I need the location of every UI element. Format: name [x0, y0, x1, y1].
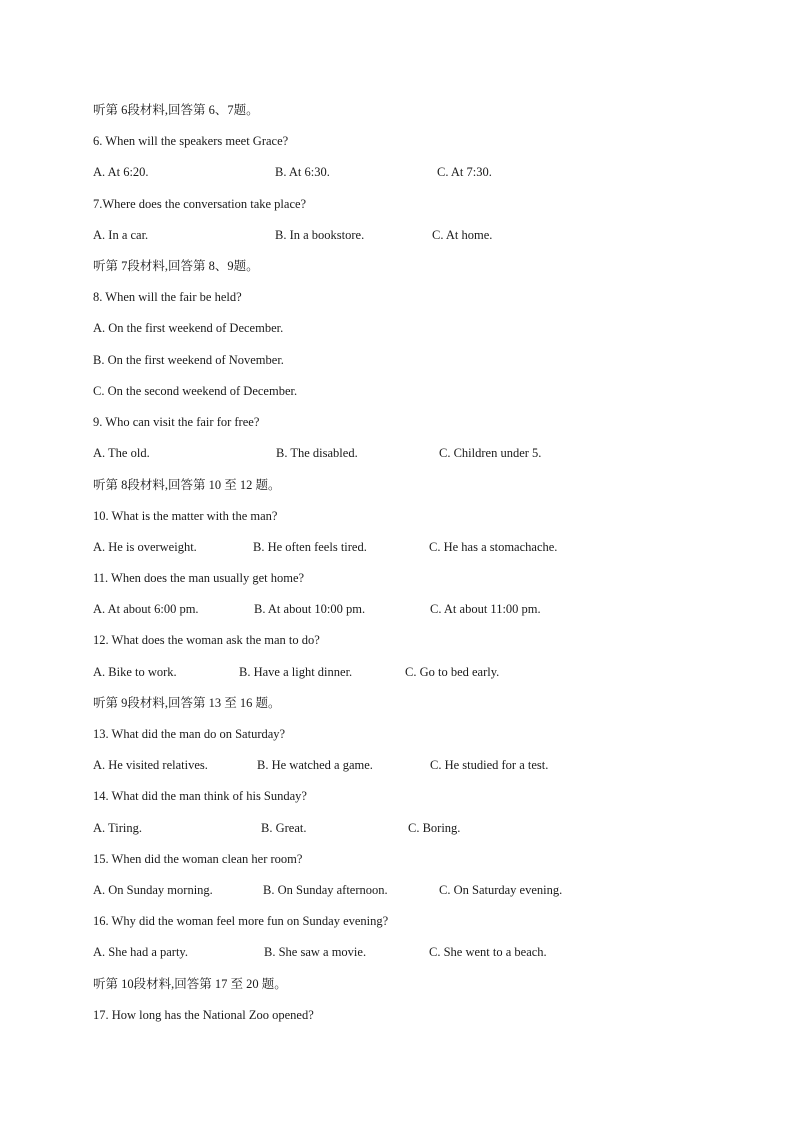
question-12-option-b: B. Have a light dinner.: [239, 665, 353, 679]
question-13-stem: 13. What did the man do on Saturday?: [93, 727, 286, 741]
question-10-option-a: A. He is overweight.: [93, 540, 197, 554]
question-10-option-b: B. He often feels tired.: [253, 540, 367, 554]
question-6-stem: 6. When will the speakers meet Grace?: [93, 134, 289, 148]
question-13-option-c: C. He studied for a test.: [430, 758, 549, 772]
question-17-stem: 17. How long has the National Zoo opened?: [93, 1008, 314, 1022]
question-11-option-c: C. At about 11:00 pm.: [430, 602, 541, 616]
question-14-option-b: B. Great.: [261, 821, 307, 835]
question-15-option-c: C. On Saturday evening.: [439, 883, 563, 897]
question-11-option-b: B. At about 10:00 pm.: [254, 602, 366, 616]
question-9-stem: 9. Who can visit the fair for free?: [93, 415, 260, 429]
section-heading-6: 听第 6段材料,回答第 6、7题。: [93, 103, 259, 117]
section-heading-8: 听第 8段材料,回答第 10 至 12 题。: [93, 478, 281, 492]
question-6-option-b: B. At 6:30.: [275, 165, 330, 179]
question-12-option-c: C. Go to bed early.: [405, 665, 500, 679]
question-15-option-b: B. On Sunday afternoon.: [263, 883, 388, 897]
section-heading-7: 听第 7段材料,回答第 8、9题。: [93, 259, 259, 273]
question-15-option-a: A. On Sunday morning.: [93, 883, 213, 897]
section-heading-10: 听第 10段材料,回答第 17 至 20 题。: [93, 977, 287, 991]
question-16-option-c: C. She went to a beach.: [429, 945, 547, 959]
question-7-option-b: B. In a bookstore.: [275, 228, 365, 242]
question-7-stem: 7.Where does the conversation take place?: [93, 197, 307, 211]
question-6-option-a: A. At 6:20.: [93, 165, 149, 179]
question-8-option-c: C. On the second weekend of December.: [93, 384, 298, 398]
question-16-option-a: A. She had a party.: [93, 945, 188, 959]
question-11-stem: 11. When does the man usually get home?: [93, 571, 305, 585]
question-14-stem: 14. What did the man think of his Sunday?: [93, 789, 307, 803]
question-10-option-c: C. He has a stomachache.: [429, 540, 558, 554]
question-10-stem: 10. What is the matter with the man?: [93, 509, 278, 523]
question-15-stem: 15. When did the woman clean her room?: [93, 852, 303, 866]
question-11-option-a: A. At about 6:00 pm.: [93, 602, 199, 616]
question-13-option-b: B. He watched a game.: [257, 758, 373, 772]
question-6-option-c: C. At 7:30.: [437, 165, 492, 179]
question-9-option-b: B. The disabled.: [276, 446, 358, 460]
question-8-option-b: B. On the first weekend of November.: [93, 353, 284, 367]
question-14-option-a: A. Tiring.: [93, 821, 142, 835]
question-16-stem: 16. Why did the woman feel more fun on Sunday evening?: [93, 914, 389, 928]
question-12-option-a: A. Bike to work.: [93, 665, 177, 679]
question-8-option-a: A. On the first weekend of December.: [93, 321, 284, 335]
section-heading-9: 听第 9段材料,回答第 13 至 16 题。: [93, 696, 281, 710]
question-16-option-b: B. She saw a movie.: [264, 945, 367, 959]
question-7-option-a: A. In a car.: [93, 228, 149, 242]
question-9-option-c: C. Children under 5.: [439, 446, 542, 460]
question-14-option-c: C. Boring.: [408, 821, 461, 835]
question-9-option-a: A. The old.: [93, 446, 150, 460]
question-8-stem: 8. When will the fair be held?: [93, 290, 242, 304]
question-13-option-a: A. He visited relatives.: [93, 758, 208, 772]
question-12-stem: 12. What does the woman ask the man to do?: [93, 633, 320, 647]
question-7-option-c: C. At home.: [432, 228, 493, 242]
